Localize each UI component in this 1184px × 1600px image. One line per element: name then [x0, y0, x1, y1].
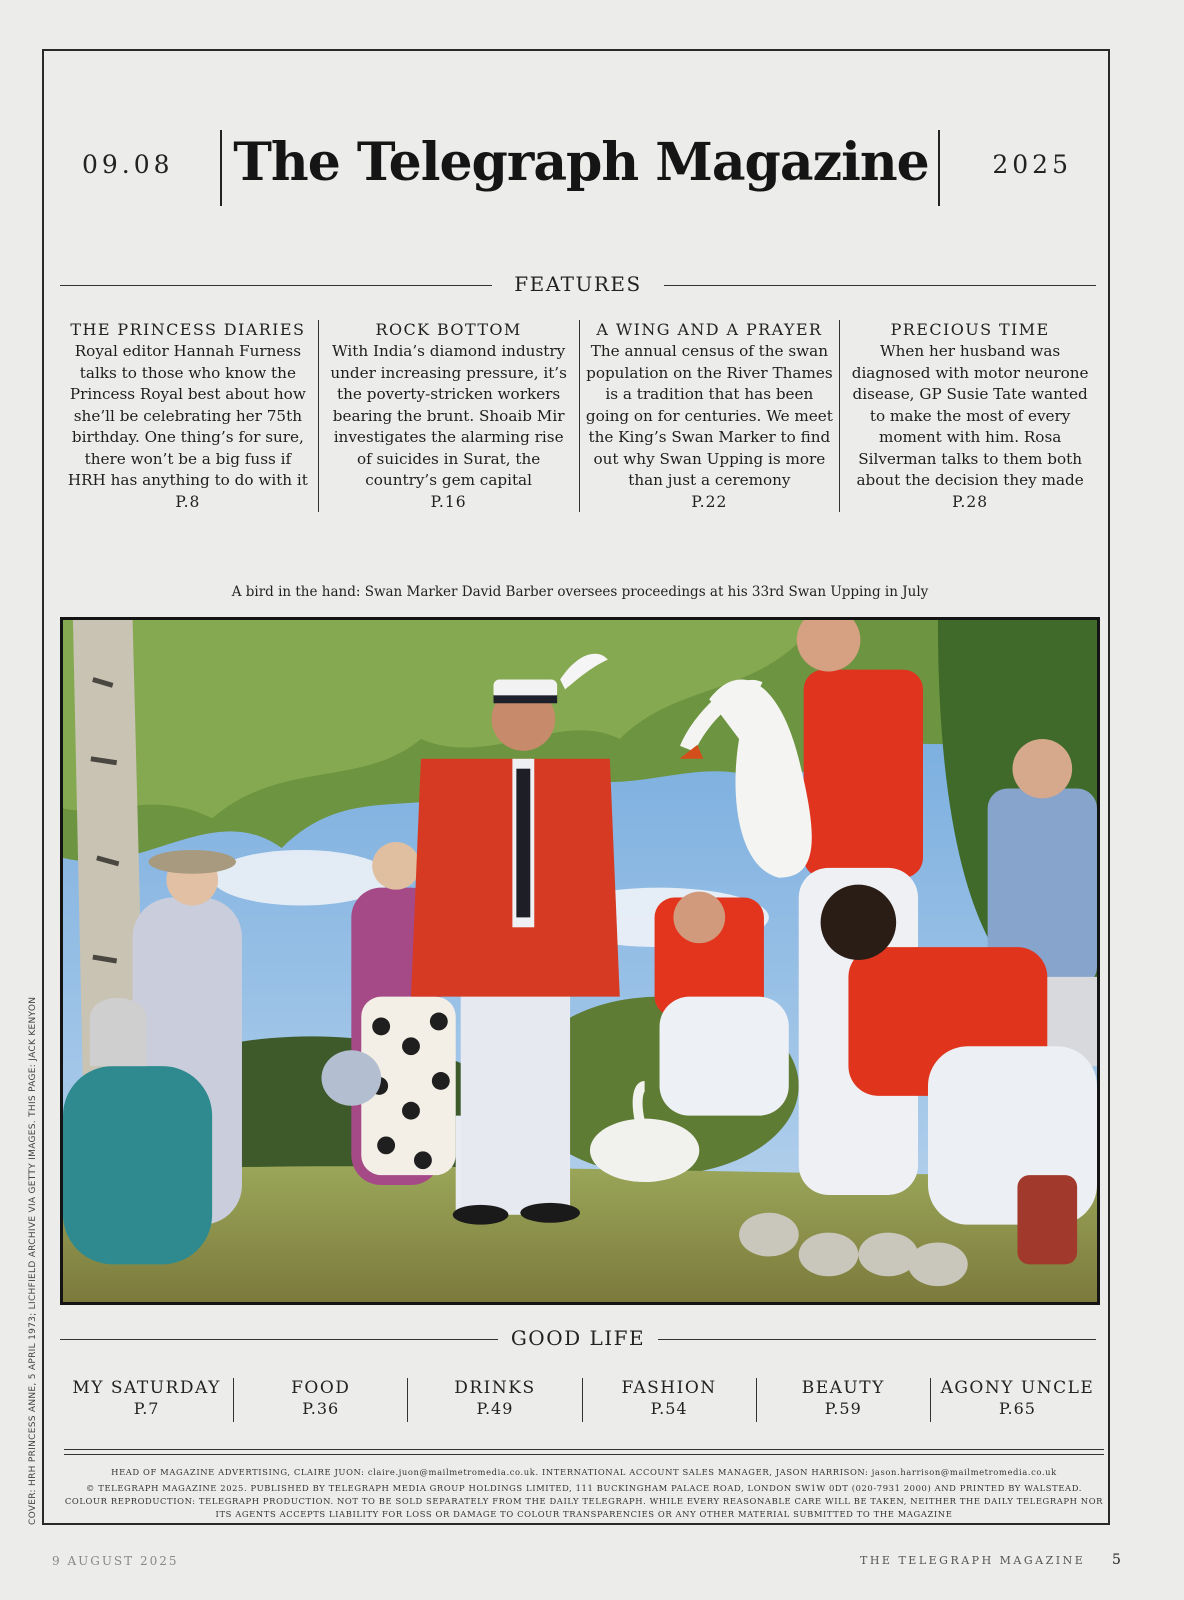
good-life-title: DRINKS	[454, 1378, 536, 1398]
features-heading-label: FEATURES	[514, 272, 642, 296]
good-life-page: P.65	[998, 1399, 1036, 1418]
photo-credit: COVER: HRH PRINCESS ANNE, 5 APRIL 1973; LICHFIELD ARCHIVE VIA GETTY IMAGES. THIS PAGE: JACK KENYON	[28, 996, 38, 1525]
masthead	[60, 128, 1092, 208]
good-life-heading-label: GOOD LIFE	[510, 1326, 646, 1350]
good-life-page: P.59	[824, 1399, 862, 1418]
feature-body: When her husband was diagnosed with motor neurone disease, GP Susie Tate wanted to make the most of every moment with him. Rosa Silverman talks to them both about the decision they made	[851, 342, 1089, 489]
good-life-title: AGONY UNCLE	[940, 1378, 1095, 1398]
heading-rule-right	[658, 1339, 1096, 1340]
good-life-item[interactable]	[407, 1378, 581, 1422]
credits-block	[64, 1466, 1104, 1524]
feature-page: P.16	[430, 492, 467, 511]
good-life-item[interactable]	[60, 1378, 233, 1422]
good-life-page: P.7	[133, 1399, 160, 1418]
features-heading	[60, 272, 1096, 298]
feature-item[interactable]	[579, 320, 840, 512]
page-number: 5	[1112, 1552, 1121, 1568]
feature-body: Royal editor Hannah Furness talks to those who know the Princess Royal best about how she’ll be celebrating her 75th birthday. One thing’s for sure, there won’t be a big fuss if HRH has anything to do with it	[67, 342, 308, 489]
footer-date: 9 AUGUST 2025	[52, 1554, 179, 1568]
good-life-item[interactable]	[233, 1378, 407, 1422]
feature-title: A WING AND A PRAYER	[596, 320, 823, 339]
feature-title: ROCK BOTTOM	[375, 320, 522, 339]
photo-caption: A bird in the hand: Swan Marker David Barber oversees proceedings at his 33rd Swan Upping in July	[231, 584, 929, 600]
good-life-list	[60, 1378, 1104, 1422]
good-life-title: FOOD	[291, 1378, 351, 1398]
issue-year: 2025	[992, 150, 1072, 179]
good-life-title: MY SATURDAY	[72, 1378, 221, 1398]
feature-page: P.8	[175, 492, 201, 511]
advertising-credit: HEAD OF MAGAZINE ADVERTISING, CLAIRE JUON: claire.juon@mailmetromedia.co.uk. INTERNATIONAL ACCOUNT SALES MANAGER, JASON HARRISON: jason.harrison@mailmetromedia.co.uk	[111, 1467, 1057, 1477]
feature-page: P.28	[952, 492, 989, 511]
good-life-title: FASHION	[621, 1378, 717, 1398]
masthead-divider-right	[938, 130, 940, 206]
good-life-page: P.49	[476, 1399, 514, 1418]
masthead-divider-left	[220, 130, 222, 206]
feature-body: The annual census of the swan population on the River Thames is a tradition that has been going on for centuries. We meet the King’s Swan Marker to find out why Swan Upping is more than just a ceremony	[585, 342, 833, 489]
feature-item[interactable]	[839, 320, 1100, 512]
feature-body: With India’s diamond industry under increasing pressure, it’s the poverty-stricken workers bearing the brunt. Shoaib Mir investigates the alarming rise of suicides in Surat, the country’s gem capital	[330, 342, 567, 489]
good-life-item[interactable]	[930, 1378, 1104, 1422]
feature-page: P.22	[691, 492, 728, 511]
good-life-heading	[60, 1326, 1096, 1352]
copyright-notice: © TELEGRAPH MAGAZINE 2025. PUBLISHED BY TELEGRAPH MEDIA GROUP HOLDINGS LIMITED, 111 BUCKINGHAM PALACE ROAD, LONDON SW1W 0DT (020-7931 2000) AND PRINTED BY WALSTEAD. COLOUR REPRODUCTION: TELEGRAPH PRODUCTION. NOT TO BE SOLD SEPARATELY FROM THE DAILY TELEGRAPH. WHILE EVERY REASONABLE CARE WILL BE TAKEN, NEITHER THE DAILY TELEGRAPH NOR ITS AGENTS ACCEPTS LIABILITY FOR LOSS OR DAMAGE TO COLOUR TRANSPARENCIES OR ANY OTHER MATERIAL SUBMITTED TO THE MAGAZINE	[64, 1483, 1104, 1519]
feature-item[interactable]	[58, 320, 318, 512]
good-life-page: P.36	[302, 1399, 340, 1418]
issue-date: 09.08	[82, 150, 174, 179]
footer-publication: THE TELEGRAPH MAGAZINE	[860, 1554, 1086, 1567]
photo-illustration	[63, 620, 1097, 1302]
good-life-page: P.54	[650, 1399, 688, 1418]
feature-title: THE PRINCESS DIARIES	[70, 320, 306, 339]
good-life-item[interactable]	[756, 1378, 930, 1422]
magazine-title: The Telegraph Magazine	[233, 132, 929, 193]
double-rule	[64, 1449, 1104, 1455]
swan-upping-photo	[60, 617, 1100, 1305]
good-life-title: BEAUTY	[801, 1378, 885, 1398]
feature-title: PRECIOUS TIME	[890, 320, 1050, 339]
features-list	[58, 320, 1100, 512]
good-life-item[interactable]	[582, 1378, 756, 1422]
heading-rule-right	[664, 285, 1096, 286]
feature-item[interactable]	[318, 320, 579, 512]
